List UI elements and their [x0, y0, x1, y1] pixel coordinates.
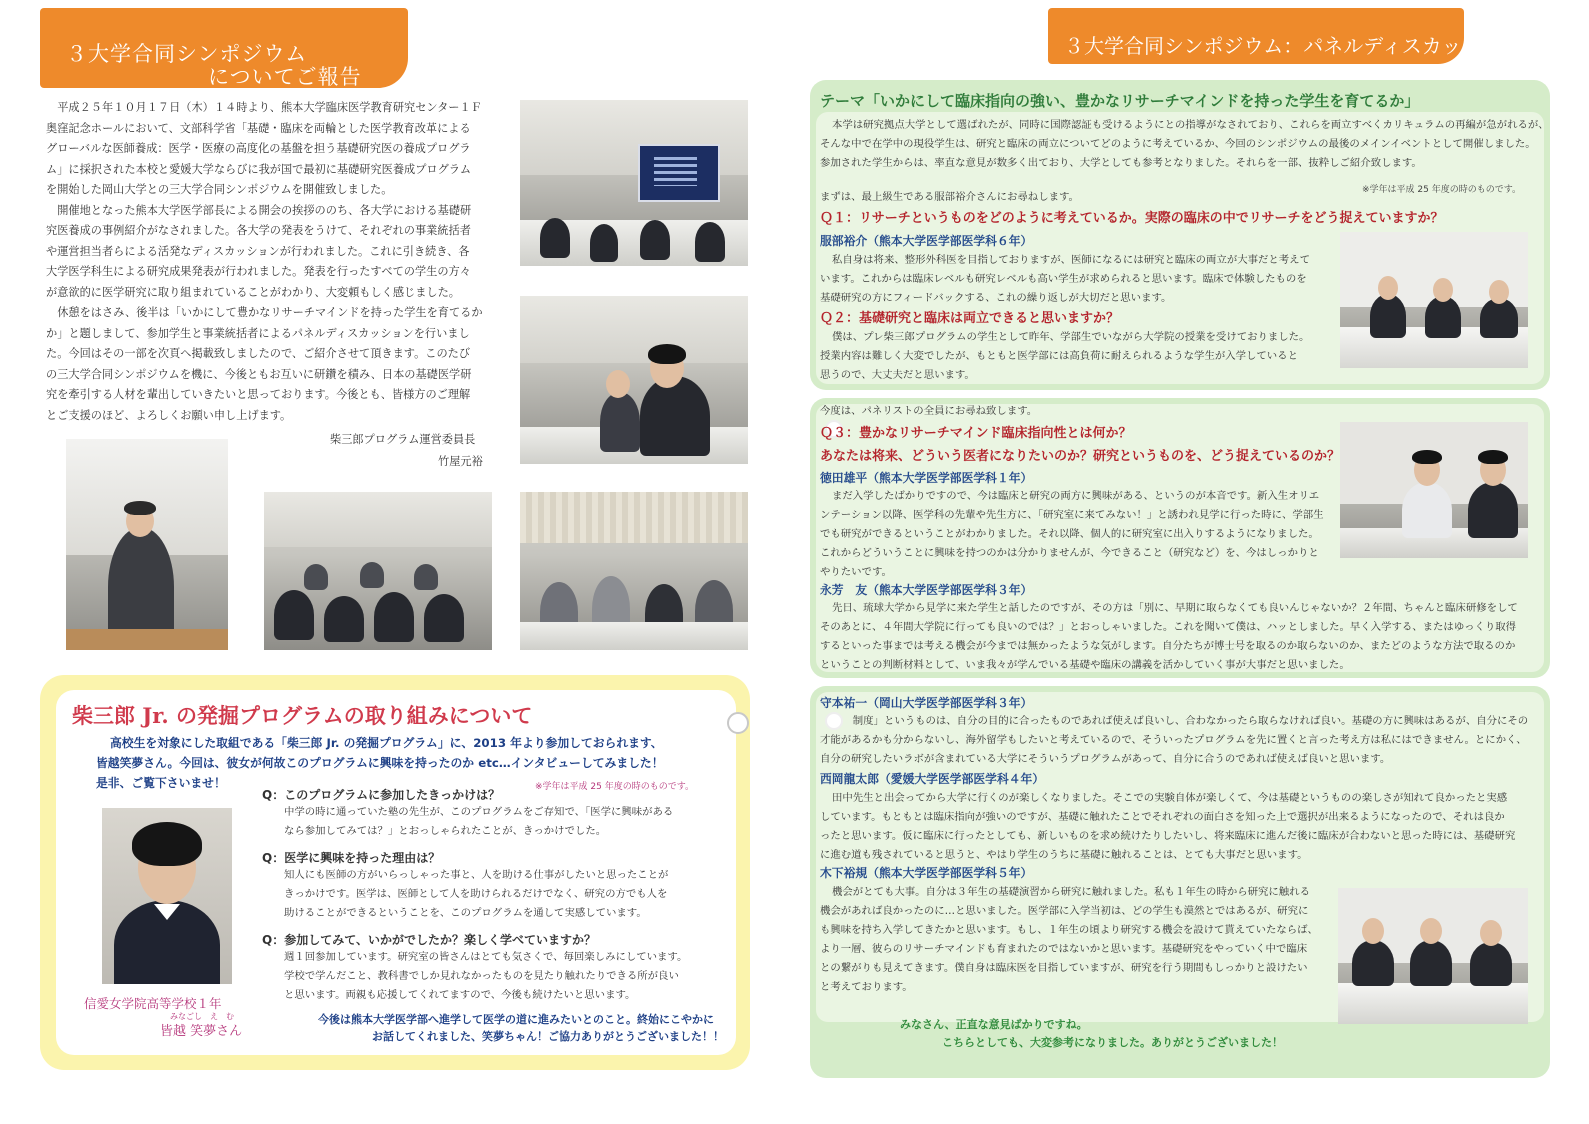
nagayoshi-answer [820, 599, 1542, 675]
photo-lecture-hall [520, 100, 748, 266]
answer-line: 先日、琉球大学から見学に来た学生と話したのですが、その方は「別に、早期に取らなくても良いんじゃないか？２年間、ちゃんと臨床研修をして [832, 602, 1518, 614]
question-3b: あなたは将来、どういう医者になりたいのか？研究というものを、どう捉えているのか？ [820, 449, 1341, 464]
report-line: 究医養成の事例紹介がなされました。各大学の発表をうけて、それぞれの事業統括者 [46, 224, 471, 237]
photo-panelists-2 [1340, 422, 1528, 558]
left-header-line2: についてご報告 [208, 65, 362, 89]
jr-question-1: Q：このプログラムに参加したきっかけは？ [262, 788, 501, 802]
hattori-name: 服部裕介（熊本大学医学部医学科６年） [820, 234, 1033, 248]
student-name: 皆越 笑夢さん [160, 1024, 243, 1039]
jr-closing-line-2: お話してくれました、笑夢ちゃん！ご協力ありがとうございました！！ [372, 1030, 724, 1043]
panel-closing-line-1: みなさん、正直な意見ばかりですね。 [900, 1018, 1088, 1031]
report-line: ム」に採択された本校と愛媛大学ならびに我が国で最初に基礎研究医養成プログラム [46, 162, 472, 176]
report-line: た。今回はその一部を次頁へ掲載致しましたので、ご紹介させて頂きます。このたび [46, 347, 471, 360]
panel-intro-line: そんな中で在学中の現役学生は、研究と臨床の両立についてどのように考えているか、今回のシンポジウムの最後のメインイベントとして開催しました。 [820, 138, 1536, 150]
answer-line: 基礎研究の方にフィードバックする、これの繰り返しが大切だと思います。 [820, 292, 1172, 304]
answer-line: まだ入学したばかりですので、今は臨床と研究の両方に興味がある、というのが本音です。新入生オリエ [832, 490, 1320, 502]
jr-intro-line-2: 皆越笑夢さん。今回は、彼女が何故このプログラムに興味を持ったのか etc…インタビューしてみました！ [96, 756, 664, 770]
answer-line: 僕は、プレ柴三郎プログラムの学生として昨年、学部生でいながら大学院の授業を受けておりました。 [832, 331, 1310, 343]
kinoshita-answer [820, 883, 1332, 997]
report-line: とご支援のほど、よろしくお願い申し上げます。 [46, 408, 292, 422]
jr-answer-line: きっかけです。医学は、医師として人を助けられるだけでなく、研究の方でも人を [284, 888, 668, 900]
student-school: 信愛女学院高等学校１年 [84, 996, 222, 1011]
second-lead: 今度は、パネリストの全員にお尋ね致します。 [820, 405, 1038, 417]
right-header-title: ３大学合同シンポジウム：パネルディスカッション [1064, 34, 1522, 58]
question-3: Ｑ３：豊かなリサーチマインド臨床指向性とは何か？ [820, 426, 1132, 441]
jr-closing-line-1: 今後は熊本大学医学部へ進学して医学の道に進みたいとのこと。終始にこやかに [318, 1013, 714, 1026]
photo-dean-speech [66, 439, 228, 650]
student-portrait [102, 808, 232, 984]
report-line: や運営担当者らによる活発なディスカッションが行われました。これに引き続き、各 [46, 244, 470, 258]
jr-question-2: Q：医学に興味を持った理由は？ [262, 851, 441, 865]
answer-line: やりたいです。 [820, 566, 892, 578]
jr-qa-block [262, 786, 722, 1005]
right-section-header [1048, 8, 1522, 64]
jr-answer-3 [262, 948, 722, 1005]
answer-line: 才能があるかも分からないし、海外留学もしたいと考えているので、そういったプログラムを先に置くと言った考え方は私にはできません。とにかく、 [820, 734, 1527, 746]
report-body [46, 98, 516, 426]
photo-panelists-1 [1340, 232, 1528, 368]
question-2: Ｑ２：基礎研究と臨床は両立できると思いますか？ [820, 311, 1120, 326]
answer-line: ンテーション以降、医学科の先輩や先生方に、「研究室に来てみない！」と誘われ見学に行った時に、学部生 [820, 509, 1324, 521]
panel-theme: テーマ「いかにして臨床指向の強い、豊かなリサーチマインドを持った学生を育てるか」 [820, 92, 1420, 110]
jr-program-title: 柴三郎 Jr. の発掘プログラムの取り組みについて [72, 703, 533, 728]
signature-name: 竹屋元裕 [438, 455, 483, 468]
photo-audience-1 [264, 492, 492, 650]
morimoto-answer [820, 712, 1542, 769]
panel-intro [820, 116, 1549, 173]
answer-line: に進む道も残されていると思うと、やはり学生のうちに基礎に触れることは、とても大事だと思います。 [820, 849, 1308, 861]
tokuda-name: 徳田雄平（熊本大学医学部医学科１年） [820, 471, 1033, 485]
answer-line: でも研究ができるということがわかりました。それ以降、個人的に研究室に出入りするようになりました。 [820, 528, 1319, 540]
answer-line: 田中先生と出会ってから大学に行くのが楽しくなりました。そこでの実験自体が楽しくて、今は基礎というものの楽しさが知れて良かったと実感 [832, 792, 1508, 804]
answer-line: 機会がとても大事。自分は３年生の基礎演習から研究に触れました。私も１年生の時から研究に触れる [832, 886, 1310, 898]
answer-line: ったと思います。仮に臨床に行ったとしても、新しいものを求め続けたりしたいし、将来臨床に進んだ後に臨床が合わないと思った時には、基礎研究 [820, 830, 1516, 842]
nishioka-name: 西岡龍太郎（愛媛大学医学部医学科４年） [820, 772, 1045, 786]
first-lead: まずは、最上級生である服部裕介さんにお尋ねします。 [820, 191, 1079, 203]
panel-grade-note: ※学年は平成 25 年度の時のものです。 [1362, 185, 1521, 195]
jr-intro-line-1: 高校生を対象にした取組である「柴三郎 Jr. の発掘プログラム」に、2013 年より参加しておられます、 [110, 736, 663, 750]
answer-line: います。これからは臨床レベルも研究レベルも高い学生が求められると思います。臨床で体験したものを [820, 273, 1307, 285]
left-header-line1: ３大学合同シンポジウム [66, 42, 308, 66]
answer-line: これからどういうことに興味を持つのかは分かりませんが、今できること（研究など）を、今はしっかりと [820, 547, 1319, 559]
jr-grade-note: ※学年は平成 25 年度の時のものです。 [535, 782, 694, 792]
hattori-answer-2 [820, 328, 1332, 385]
answer-line: するといった事までは考える機会が今までは無かったような気がします。自分たちが博士号を取るのか取らないのか、またどのような方法で取るのか [820, 640, 1516, 652]
jr-answer-line: と思います。両親も応援してくれてますので、今後も続けたいと思います。 [284, 989, 636, 1001]
photo-audience-2 [520, 492, 748, 650]
jr-answer-1 [262, 803, 722, 841]
answer-line: 制度」というものは、自分の目的に合ったものであれば使えば良いし、合わなかったら取らなければ良い。基礎の方に興味はあるが、自分にその [832, 715, 1529, 727]
binder-hole-icon [727, 712, 749, 734]
jr-intro-line-3: 是非、ご覧下さいませ！ [96, 776, 226, 790]
answer-line: 思うので、大丈夫だと思います。 [820, 369, 975, 381]
report-line: 奥窪記念ホールにおいて、文部科学省「基礎・臨床を両輪とした医学教育改革による [46, 121, 471, 135]
jr-answer-line: 助けることができるということを、このプログラムを通して実感しています。 [284, 907, 647, 919]
jr-answer-line: 知人にも医師の方がいらっしゃった事と、人を助ける仕事がしたいと思ったことが [284, 869, 669, 881]
photo-student-speaking [520, 296, 748, 464]
panel-intro-line: 本学は研究拠点大学として選ばれたが、同時に国際認証も受けるようにとの指導がなされており、これらを両立すべくカリキュラムの再編が急がれるが、 [832, 119, 1549, 131]
answer-line: との繋がりも見えてきます。僕自身は臨床医を目指していますが、研究を行う期間もしっかりと設けたい [820, 962, 1308, 974]
jr-answer-line: 週１回参加しています。研究室の皆さんはとても気さくで、毎回楽しみにしています。 [284, 951, 688, 963]
jr-answer-2 [262, 866, 722, 923]
panel-closing-line-2: こちらとしても、大変参考になりました。ありがとうございました！ [942, 1036, 1283, 1049]
jr-answer-line: 学校で学んだこと、教科書でしか見れなかったものを見たり触れたりできる所が良い [284, 970, 679, 982]
answer-line: 自分の研究したいラボが含まれている大学にそういうプログラムがあって、自分に合うのであれば使えば良いと思います。 [820, 753, 1391, 765]
question-1: Ｑ１：リサーチというものをどのように考えているか。実際の臨床の中でリサーチをどう捉えていますか？ [820, 211, 1444, 226]
nagayoshi-name: 永芳 友（熊本大学医学部医学科３年） [820, 583, 1033, 597]
report-line: 平成２５年１０月１７日（木）１４時より、熊本大学臨床医学教育研究センター１Ｆ [46, 101, 482, 114]
left-section-header [40, 8, 408, 88]
hattori-answer-1 [820, 251, 1332, 308]
jr-question-3: Q：参加してみて、いかがでしたか？楽しく学べていますか？ [262, 933, 596, 947]
report-line: 休憩をはさみ、後半は「いかにして豊かなリサーチマインドを持った学生を育てるか [46, 306, 483, 319]
report-line: か」と題しまして、参加学生と事業統括者によるパネルディスカッションを行いまし [46, 326, 470, 340]
photo-panelists-3 [1338, 888, 1528, 1024]
answer-line: そのあとに、４年間大学院に行っても良いのでは？」とおっしゃいました。これを聞いて僕は、ハッとしました。早く入学する、またはゆっくり取得 [820, 621, 1517, 633]
nishioka-answer [820, 789, 1542, 865]
report-line: を開始した岡山大学との三大学合同シンポジウムを開催致しました。 [46, 183, 393, 196]
jr-answer-line: なら参加してみては？」とおっしゃられたことが、きっかけでした。 [284, 825, 607, 837]
report-line: 開催地となった熊本大学医学部長による開会の挨拶ののち、各大学における基礎研 [46, 203, 472, 217]
student-ruby: みなごし え む [170, 1012, 234, 1021]
report-line: 大学医学科生による研究成果発表が行われました。発表を行ったすべての学生の方々 [46, 265, 471, 278]
report-line: の三大学合同シンポジウムを機に、今後ともお互いに研鑽を積み、日本の基礎医学研 [46, 367, 472, 381]
tokuda-answer [820, 487, 1332, 582]
morimoto-name: 守本祐一（岡山大学医学部医学科３年） [820, 696, 1033, 710]
signature-role: 柴三郎プログラム運営委員長 [330, 433, 476, 446]
answer-line: と考えております。 [820, 981, 913, 993]
kinoshita-name: 木下裕規（熊本大学医学部医学科５年） [820, 866, 1033, 880]
panel-intro-line: 参加された学生からは、率直な意見が数多く出ており、大学としても参考となりました。それらを一部、抜粋しご紹介致します。 [820, 157, 1422, 169]
answer-line: も興味を持ち入学してきたかと思います。もし、１年生の頃より研究する機会を設けて貰えていたならば、 [820, 924, 1318, 936]
answer-line: 授業内容は難しく大変でしたが、もともと医学部には高負荷に耐えられるような学生が入学していると [820, 350, 1298, 362]
report-line: 究を牽引する人材を輩出していきたいと思っております。今後とも、皆様方のご理解 [46, 388, 471, 401]
answer-line: より一層、彼らのリサーチマインドも育まれたのではないかと思います。基礎研究をやっていく中で臨床 [820, 943, 1308, 955]
answer-line: 機会があれば良かったのに…と思いました。医学部に入学当初は、どの学生も漠然とではあるが、研究に [820, 905, 1309, 917]
report-line: グローバルな医師養成：医学・医療の高度化の基盤を担う基礎研究医の養成プログラ [46, 142, 471, 155]
report-line: が意欲的に医学研究に取り組まれていることがわかり、大変頼もしく感じました。 [46, 285, 460, 299]
answer-line: しています。もともとは臨床指向が強いのですが、基礎に触れたことでそれぞれの面白さを知った上で選択が出来るようになったので、それは良か [820, 811, 1505, 823]
jr-answer-line: 中学の時に通っていた塾の先生が、このプログラムをご存知で、「医学に興味がある [284, 806, 674, 818]
answer-line: 私自身は将来、整形外科医を目指しておりますが、医師になるには研究と臨床の両立が大事だと考えて [832, 254, 1310, 266]
answer-line: ということの判断材料として、いま我々が学んでいる基礎や臨床の講義を活かしていく事が大事だと思いました。 [820, 659, 1350, 671]
